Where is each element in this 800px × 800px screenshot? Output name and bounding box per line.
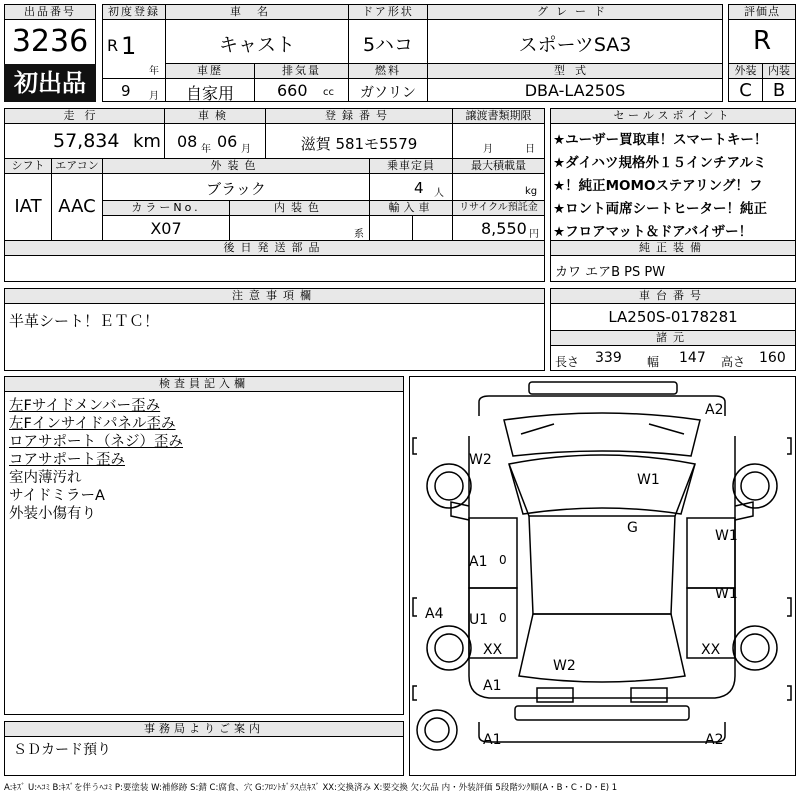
legend: A:ｷｽﾞ U:ﾍｺﾐ B:ｷｽﾞを伴うﾍｺﾐ P:要塗装 W:補修跡 S:錆 C:腐食、穴 G:ﾌﾛﾝﾄｶﾞﾗｽ点ｷｽﾞ XX:交換済み X:要交換 欠:欠品 内・外装評価 5段階ﾗﾝｸ順(A・B・C・D・E) 1 — [4, 783, 618, 793]
exterior-grade: C — [739, 80, 752, 101]
car-name-label: 車名 — [165, 4, 349, 20]
height: 160 — [759, 350, 786, 366]
model-code-label: 型式 — [427, 63, 723, 79]
recycle-unit: 円 — [529, 229, 539, 240]
inspector-line-3: ロアサポート（ネジ）歪み — [9, 434, 183, 450]
mark-zero-2: 0 — [499, 611, 507, 625]
history: 自家用 — [185, 84, 234, 103]
lot-label: 出品番号 — [4, 4, 96, 20]
load-cell — [452, 173, 545, 201]
year: 1 — [121, 32, 137, 60]
notes: 半革シート！ＥＴＣ！ — [9, 312, 160, 330]
recycle: 8,550 — [481, 219, 527, 238]
length-label: 長さ — [555, 355, 580, 369]
capacity: 4 — [414, 179, 424, 197]
door-front-left — [469, 518, 517, 588]
inspection-month: 06 — [217, 132, 238, 151]
inspector-label: 検査員記入欄 — [4, 376, 404, 392]
rear-window — [519, 614, 685, 682]
inspection-cell — [164, 123, 266, 159]
mileage-label: 走行 — [4, 108, 165, 124]
lot-number-cell — [4, 19, 96, 65]
mark-w1-right-front: W1 — [715, 528, 738, 544]
rating-label: 評価点 — [728, 4, 796, 20]
model-code-cell — [427, 78, 723, 102]
load-unit: kg — [525, 186, 538, 197]
rating: R — [752, 26, 772, 56]
transfer-month-unit: 月 — [483, 144, 493, 155]
shift-cell — [4, 173, 52, 241]
month: 9 — [121, 82, 131, 100]
mark-a2-bottom: A2 — [705, 732, 724, 748]
inspector-line-1: 左Fサイドメンバー歪み — [9, 398, 161, 414]
sales-points-label: セールスポイント — [550, 108, 796, 124]
registration: 滋賀 581モ5579 — [300, 135, 418, 153]
recycle-label: リサイクル預託金 — [452, 200, 545, 216]
mark-xx-right: XX — [701, 642, 721, 658]
mark-a4-left: A4 — [425, 606, 444, 622]
mark-xx-left: XX — [483, 642, 503, 658]
exterior-grade-cell — [728, 78, 763, 102]
grade-label: グレード — [427, 4, 723, 20]
mark-a1-bottom: A1 — [483, 732, 502, 748]
model-code: DBA-LA250S — [524, 81, 626, 100]
bracket-left-top — [413, 438, 417, 454]
exterior-grade-label: 外装 — [728, 63, 763, 79]
import-label: 輸入車 — [369, 200, 453, 216]
interior-color-unit: 系 — [354, 229, 364, 240]
rear-bumper — [515, 706, 689, 720]
interior-grade-cell — [762, 78, 796, 102]
rear-lamp-right — [631, 688, 667, 702]
inspection-month-unit: 月 — [241, 144, 251, 155]
lot-number: 3236 — [11, 24, 89, 59]
inspection-year-unit: 年 — [201, 144, 211, 155]
color-no-label: カラーNo. — [102, 200, 230, 216]
door-type: 5ハコ — [362, 34, 414, 56]
capacity-label: 乗車定員 — [369, 158, 453, 174]
import-cell — [369, 215, 453, 241]
mileage: 57,834 — [53, 130, 120, 152]
length: 339 — [595, 350, 622, 366]
first-listing-badge: 初出品 — [4, 64, 96, 102]
grade-cell — [427, 19, 723, 64]
notes-cell — [4, 303, 545, 371]
mark-a1-left-rear: A1 — [483, 678, 502, 694]
wheel-rear-right — [733, 626, 777, 670]
height-label: 高さ — [721, 355, 746, 369]
chassis-number: LA250S-0178281 — [608, 308, 738, 326]
wheel-front-right-inner — [741, 472, 769, 500]
mark-a2-top: A2 — [705, 402, 724, 418]
transfer-label: 譲渡書類期限 — [452, 108, 545, 124]
car-name-cell — [165, 19, 349, 64]
wheel-front-left-inner — [435, 472, 463, 500]
transfer-cell — [452, 123, 545, 159]
history-label: 車歴 — [165, 63, 255, 79]
sales-point-5: ★フロアマット＆ドアバイザー！ — [553, 224, 753, 240]
office-cell — [4, 736, 404, 776]
inspector-line-4: コアサポート歪み — [9, 452, 125, 468]
interior-grade-label: 内装 — [762, 63, 796, 79]
rear-lamp-left — [537, 688, 573, 702]
dims-label: 諸元 — [550, 330, 796, 346]
inspection-label: 車検 — [164, 108, 266, 124]
recycle-cell — [452, 215, 545, 241]
mileage-unit: km — [133, 131, 161, 152]
color: ブラック — [206, 180, 266, 198]
office-label: 事務局よりご案内 — [4, 721, 404, 737]
ac-label: エアコン — [51, 158, 103, 174]
interior-color-cell — [229, 215, 370, 241]
chassis-cell — [550, 303, 796, 331]
fuel-cell — [348, 78, 428, 102]
mark-w2-front-left: W2 — [469, 452, 492, 468]
displacement-unit: cc — [323, 87, 334, 98]
grade: スポーツSA3 — [518, 34, 632, 56]
shift-label: シフト — [4, 158, 52, 174]
import-divider — [412, 216, 413, 240]
bracket-left-mid — [413, 598, 417, 616]
mark-zero-1: 0 — [499, 553, 507, 567]
genuine-equipment-cell — [550, 255, 796, 282]
transfer-day-unit: 日 — [525, 144, 535, 155]
car-name: キャスト — [218, 34, 295, 56]
inspector-cell — [4, 391, 404, 715]
shift: IAT — [14, 196, 42, 217]
displacement-cell — [254, 78, 349, 102]
color-cell — [102, 173, 370, 201]
later-parts-cell — [4, 255, 545, 282]
ac: AAC — [58, 196, 96, 217]
sales-point-1: ★ユーザー買取車！スマートキー！ — [553, 132, 768, 148]
color-no-cell — [102, 215, 230, 241]
interior-grade: B — [772, 80, 786, 101]
registration-label: 登録番号 — [265, 108, 453, 124]
hood-detail — [521, 424, 684, 434]
interior-color-label: 内装色 — [229, 200, 370, 216]
fuel: ガソリン — [360, 85, 416, 101]
mileage-cell — [4, 123, 165, 159]
load-label: 最大積載量 — [452, 158, 545, 174]
capacity-unit: 人 — [434, 188, 444, 199]
dims-cell — [550, 345, 796, 371]
car-diagram — [409, 376, 796, 776]
ac-cell — [51, 173, 103, 241]
inspector-line-6: サイドミラーA — [9, 488, 105, 504]
rating-cell — [728, 19, 796, 64]
history-cell — [165, 78, 255, 102]
chassis-label: 車台番号 — [550, 288, 796, 304]
month-unit: 月 — [149, 91, 159, 102]
inspector-line-5: 室内薄汚れ — [9, 470, 82, 486]
color-no: X07 — [150, 219, 182, 238]
bracket-right-bottom — [787, 686, 791, 700]
capacity-cell — [369, 173, 453, 201]
genuine-equipment-label: 純正装備 — [550, 240, 796, 256]
width-label: 幅 — [647, 355, 660, 369]
first-reg-month-cell — [102, 78, 166, 102]
windshield — [509, 455, 695, 514]
spare-wheel-inner — [425, 718, 449, 742]
inspector-line-2: 左Fインサイドパネル歪み — [9, 416, 176, 432]
front-bumper — [529, 382, 677, 394]
fuel-label: 燃料 — [348, 63, 428, 79]
registration-cell — [265, 123, 453, 159]
color-label: 外装色 — [102, 158, 370, 174]
year-unit: 年 — [149, 66, 159, 77]
mark-w1-right-rear: W1 — [715, 586, 738, 602]
sales-point-2: ★ダイハツ規格外１５インチアルミ — [553, 155, 767, 171]
spare-wheel — [417, 710, 457, 750]
roof — [529, 516, 675, 614]
mark-a1-left-front: A1 — [469, 554, 488, 570]
later-parts-label: 後日発送部品 — [4, 240, 545, 256]
wheel-rear-left — [427, 626, 471, 670]
roof-pillar-left — [509, 464, 529, 516]
door-cell — [348, 19, 428, 64]
bracket-left-bottom — [413, 686, 417, 700]
roof-pillar-right — [675, 464, 695, 516]
inspection-year: 08 — [177, 132, 198, 151]
inspector-line-7: 外装小傷有り — [9, 506, 96, 522]
genuine-equipment: カワ エアB PS PW — [555, 265, 666, 280]
wheel-front-right — [733, 464, 777, 508]
era: R — [107, 36, 119, 55]
mark-g-roof: G — [627, 520, 638, 536]
sales-point-4: ★ロント両席シートヒーター！純正 — [553, 201, 768, 217]
wheel-front-left — [427, 464, 471, 508]
displacement: 660 — [277, 81, 308, 100]
displacement-label: 排気量 — [254, 63, 349, 79]
door-label: ドア形状 — [348, 4, 428, 20]
first-reg-label: 初度登録 — [102, 4, 166, 20]
mark-w2-rear: W2 — [553, 658, 576, 674]
wheel-rear-left-inner — [435, 634, 463, 662]
width: 147 — [679, 350, 706, 366]
sales-point-3: ★！純正MOMOステアリング！フ — [553, 178, 763, 194]
hood-outline — [504, 413, 700, 456]
mark-u1-left: U1 — [469, 612, 489, 628]
rear-panel — [479, 722, 725, 742]
office-notice: ＳＤカード預り — [13, 742, 111, 758]
mark-w1-windshield: W1 — [637, 472, 660, 488]
bracket-right-mid — [787, 598, 791, 616]
first-reg-cell — [102, 19, 166, 79]
bracket-right-top — [787, 438, 791, 454]
wheel-rear-right-inner — [741, 634, 769, 662]
notes-label: 注意事項欄 — [4, 288, 545, 304]
sales-points-cell — [550, 123, 796, 241]
